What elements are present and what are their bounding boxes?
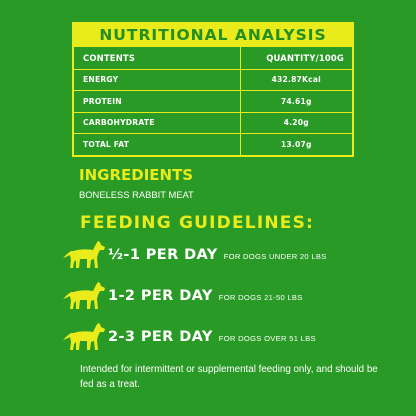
table-header-row (74, 47, 352, 69)
feeding-amount: 2-3 PER DAY (108, 329, 213, 345)
nutrition-title: NUTRITIONAL ANALYSIS (72, 22, 354, 47)
dog-icon (60, 320, 106, 354)
row-label: TOTAL FAT (83, 140, 130, 149)
table-row (74, 134, 352, 156)
feeding-row-medium (60, 279, 303, 313)
row-value: 432.87Kcal (240, 69, 352, 91)
row-value: 4.20g (240, 112, 352, 134)
row-label: PROTEIN (74, 91, 240, 113)
feeding-note: Intended for intermittent or supplemental feeding only, and should be fed as a treat. (80, 364, 378, 390)
row-label: CARBOHYDRATE (74, 112, 240, 134)
ingredients-text: BONELESS RABBIT MEAT (79, 189, 194, 200)
feeding-for: FOR DOGS OVER 51 LBS (218, 334, 316, 343)
nutrition-table (74, 47, 352, 155)
ingredients-title: INGREDIENTS (79, 166, 194, 184)
header-quantity: QUANTITY/100G (240, 47, 352, 69)
feeding-for: FOR DOGS 21-50 LBS (218, 293, 303, 302)
feeding-title: FEEDING GUIDELINES: (80, 213, 315, 233)
table-row (74, 112, 352, 134)
table-row (74, 69, 352, 91)
header-contents: CONTENTS (74, 47, 240, 69)
feeding-amount: ½-1 PER DAY (108, 247, 218, 263)
feeding-row-large (60, 320, 316, 354)
dog-icon (60, 238, 106, 272)
row-value: 13.07g (240, 134, 352, 156)
dog-icon (60, 279, 106, 313)
feeding-for: FOR DOGS UNDER 20 LBS (223, 252, 327, 261)
table-row (74, 91, 352, 113)
row-label: ENERGY (74, 69, 240, 91)
feeding-row-small (60, 238, 327, 272)
feeding-amount: 1-2 PER DAY (108, 288, 213, 304)
row-value: 74.61g (240, 91, 352, 113)
